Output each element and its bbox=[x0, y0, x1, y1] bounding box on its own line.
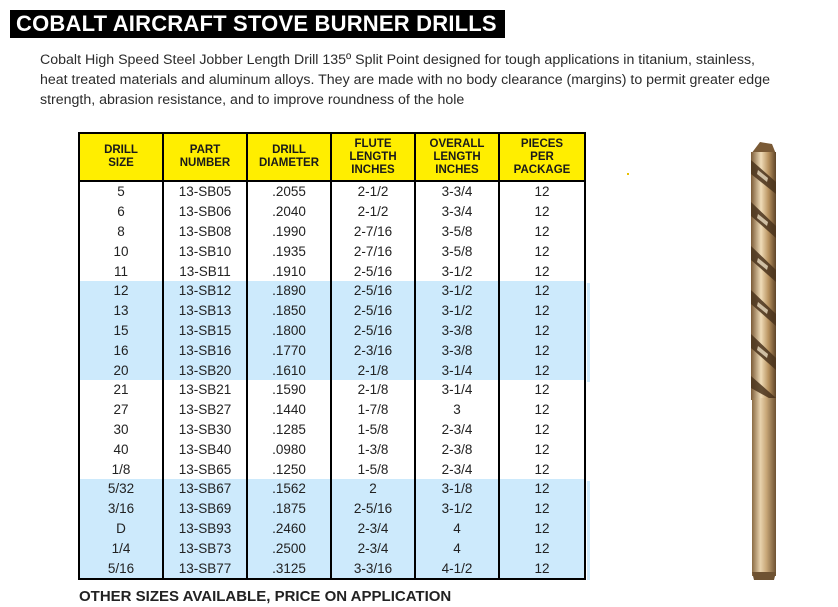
table-cell: 2-1/2 bbox=[331, 202, 415, 222]
table-cell: 13 bbox=[79, 301, 163, 321]
table-cell: 2-1/8 bbox=[331, 380, 415, 400]
table-cell: 2-5/16 bbox=[331, 301, 415, 321]
table-cell: 2-1/2 bbox=[331, 181, 415, 202]
table-cell: 1-3/8 bbox=[331, 439, 415, 459]
table-cell: 3-1/4 bbox=[415, 380, 499, 400]
table-header-row bbox=[79, 133, 585, 181]
table-cell: 3-3/8 bbox=[415, 340, 499, 360]
table-cell: 12 bbox=[499, 400, 585, 420]
table-row bbox=[79, 439, 585, 459]
drill-spec-table bbox=[78, 132, 586, 580]
table-cell: 13-SB67 bbox=[163, 479, 247, 499]
table-cell: 3-3/4 bbox=[415, 202, 499, 222]
table-cell: 13-SB10 bbox=[163, 241, 247, 261]
table-row bbox=[79, 321, 585, 341]
table-cell: 3-1/2 bbox=[415, 301, 499, 321]
table-row bbox=[79, 360, 585, 380]
table-cell: 5 bbox=[79, 181, 163, 202]
highlight-band-edge bbox=[587, 283, 590, 382]
table-cell: 13-SB27 bbox=[163, 400, 247, 420]
table-cell: 3-5/8 bbox=[415, 241, 499, 261]
table-cell: .0980 bbox=[247, 439, 331, 459]
table-cell: .2460 bbox=[247, 519, 331, 539]
table-cell: 13-SB20 bbox=[163, 360, 247, 380]
table-cell: 15 bbox=[79, 321, 163, 341]
table-cell: 13-SB73 bbox=[163, 538, 247, 558]
column-header-line: PART bbox=[189, 144, 221, 156]
column-header-line: PACKAGE bbox=[513, 163, 571, 176]
table-cell: 13-SB40 bbox=[163, 439, 247, 459]
table-cell: 12 bbox=[499, 519, 585, 539]
table-cell: 10 bbox=[79, 241, 163, 261]
table-cell: 12 bbox=[499, 479, 585, 499]
table-row bbox=[79, 400, 585, 420]
table-cell: 12 bbox=[499, 241, 585, 261]
column-header-line: PER bbox=[530, 150, 554, 163]
table-cell: 5/32 bbox=[79, 479, 163, 499]
table-cell: 12 bbox=[499, 281, 585, 301]
table-cell: .2055 bbox=[247, 181, 331, 202]
table-cell: 1-5/8 bbox=[331, 420, 415, 440]
table-cell: .1440 bbox=[247, 400, 331, 420]
table-row bbox=[79, 538, 585, 558]
table-cell: 27 bbox=[79, 400, 163, 420]
table-row bbox=[79, 340, 585, 360]
table-cell: 2-7/16 bbox=[331, 222, 415, 242]
table-cell: D bbox=[79, 519, 163, 539]
column-header-line: FLUTE bbox=[354, 137, 392, 150]
table-cell: 12 bbox=[499, 360, 585, 380]
table-row bbox=[79, 241, 585, 261]
highlight-band-edge bbox=[587, 481, 590, 580]
table-row bbox=[79, 202, 585, 222]
table-cell: 13-SB30 bbox=[163, 420, 247, 440]
table-row bbox=[79, 499, 585, 519]
table-cell: 11 bbox=[79, 261, 163, 281]
table-cell: .3125 bbox=[247, 558, 331, 579]
description-line: Cobalt High Speed Steel Jobber Length Drill 135º Split Point designed for tough applications in titanium, stainless, bbox=[40, 52, 755, 68]
table-cell: 1/4 bbox=[79, 538, 163, 558]
table-row bbox=[79, 558, 585, 579]
table-cell: 2 bbox=[331, 479, 415, 499]
table-row bbox=[79, 181, 585, 202]
table-cell: 13-SB13 bbox=[163, 301, 247, 321]
table-cell: 3-1/2 bbox=[415, 499, 499, 519]
table-cell: .1562 bbox=[247, 479, 331, 499]
table-cell: 2-5/16 bbox=[331, 261, 415, 281]
table-cell: 2-3/4 bbox=[331, 538, 415, 558]
table-cell: 12 bbox=[499, 321, 585, 341]
table-cell: 12 bbox=[499, 420, 585, 440]
table-cell: 2-3/8 bbox=[415, 439, 499, 459]
table-row bbox=[79, 420, 585, 440]
table-cell: .1990 bbox=[247, 222, 331, 242]
table-row bbox=[79, 519, 585, 539]
column-header bbox=[247, 133, 331, 181]
table-cell: 12 bbox=[79, 281, 163, 301]
table-cell: 2-5/16 bbox=[331, 321, 415, 341]
table-row bbox=[79, 261, 585, 281]
table-cell: 13-SB16 bbox=[163, 340, 247, 360]
description-line: strength, abrasion resistance, and to improve roundness of the hole bbox=[40, 92, 465, 108]
table-cell: 1-7/8 bbox=[331, 400, 415, 420]
table-cell: .1910 bbox=[247, 261, 331, 281]
column-header bbox=[79, 133, 163, 181]
table-cell: 1-5/8 bbox=[331, 459, 415, 479]
table-cell: 3-1/2 bbox=[415, 281, 499, 301]
table-cell: 13-SB11 bbox=[163, 261, 247, 281]
table-cell: 2-3/4 bbox=[415, 459, 499, 479]
column-header bbox=[331, 133, 415, 181]
table-cell: .1590 bbox=[247, 380, 331, 400]
table-cell: 3-3/8 bbox=[415, 321, 499, 341]
footer-note: OTHER SIZES AVAILABLE, PRICE ON APPLICATION bbox=[79, 588, 452, 605]
table-cell: .2500 bbox=[247, 538, 331, 558]
table-row bbox=[79, 479, 585, 499]
table-cell: 3-3/4 bbox=[415, 181, 499, 202]
table-cell: 3/16 bbox=[79, 499, 163, 519]
column-header-line: DRILL bbox=[272, 144, 306, 156]
table-cell: .1890 bbox=[247, 281, 331, 301]
table-row bbox=[79, 222, 585, 242]
table-cell: 13-SB08 bbox=[163, 222, 247, 242]
table-cell: 3-1/8 bbox=[415, 479, 499, 499]
table-cell: 4-1/2 bbox=[415, 558, 499, 579]
table-row bbox=[79, 281, 585, 301]
table-cell: 12 bbox=[499, 380, 585, 400]
table-cell: 13-SB69 bbox=[163, 499, 247, 519]
table-cell: 13-SB15 bbox=[163, 321, 247, 341]
column-header-line: NUMBER bbox=[179, 157, 231, 169]
column-header bbox=[499, 133, 585, 181]
table-cell: 3-1/4 bbox=[415, 360, 499, 380]
table-cell: 4 bbox=[415, 538, 499, 558]
table-cell: 2-7/16 bbox=[331, 241, 415, 261]
table-cell: 20 bbox=[79, 360, 163, 380]
table-cell: 12 bbox=[499, 558, 585, 579]
table-cell: .1610 bbox=[247, 360, 331, 380]
table-cell: .1285 bbox=[247, 420, 331, 440]
description-line: heat treated materials and aluminum alloys. They are made with no body clearance (margins) to permit greater edge bbox=[40, 72, 770, 88]
table-cell: 12 bbox=[499, 222, 585, 242]
table-cell: 12 bbox=[499, 261, 585, 281]
decorative-dot bbox=[627, 173, 629, 175]
table-cell: .1800 bbox=[247, 321, 331, 341]
page-title: COBALT AIRCRAFT STOVE BURNER DRILLS bbox=[10, 10, 505, 38]
table-cell: 2-3/4 bbox=[331, 519, 415, 539]
table-row bbox=[79, 380, 585, 400]
table-cell: 2-5/16 bbox=[331, 499, 415, 519]
table-cell: 8 bbox=[79, 222, 163, 242]
table-cell: 13-SB21 bbox=[163, 380, 247, 400]
table-cell: 1/8 bbox=[79, 459, 163, 479]
column-header bbox=[163, 133, 247, 181]
table-cell: 16 bbox=[79, 340, 163, 360]
table-cell: 2-1/8 bbox=[331, 360, 415, 380]
column-header-line: LENGTH bbox=[433, 150, 481, 163]
product-description bbox=[40, 50, 838, 110]
column-header-line: PIECES bbox=[520, 137, 564, 150]
table-cell: 5/16 bbox=[79, 558, 163, 579]
table-cell: 12 bbox=[499, 499, 585, 519]
table-cell: .1935 bbox=[247, 241, 331, 261]
column-header-line: DIAMETER bbox=[258, 157, 320, 169]
table-cell: 3-5/8 bbox=[415, 222, 499, 242]
table-cell: 4 bbox=[415, 519, 499, 539]
table-cell: 3 bbox=[415, 400, 499, 420]
table-cell: 12 bbox=[499, 181, 585, 202]
table-cell: 30 bbox=[79, 420, 163, 440]
column-header-line: DRILL bbox=[104, 144, 138, 156]
table-row bbox=[79, 301, 585, 321]
column-header-line: LENGTH bbox=[349, 150, 397, 163]
table-cell: 12 bbox=[499, 459, 585, 479]
table-cell: 13-SB12 bbox=[163, 281, 247, 301]
table-cell: .1850 bbox=[247, 301, 331, 321]
column-header-line: INCHES bbox=[351, 163, 395, 176]
table-cell: 12 bbox=[499, 202, 585, 222]
table-cell: 21 bbox=[79, 380, 163, 400]
drill-bit-icon bbox=[738, 140, 788, 585]
table-row bbox=[79, 459, 585, 479]
table-cell: 13-SB65 bbox=[163, 459, 247, 479]
table-body bbox=[79, 181, 585, 579]
table-cell: 13-SB93 bbox=[163, 519, 247, 539]
table-cell: 40 bbox=[79, 439, 163, 459]
table-cell: .1770 bbox=[247, 340, 331, 360]
column-header-line: INCHES bbox=[435, 163, 479, 176]
table-cell: 13-SB06 bbox=[163, 202, 247, 222]
table-cell: .1875 bbox=[247, 499, 331, 519]
table-cell: 12 bbox=[499, 439, 585, 459]
table-cell: 13-SB05 bbox=[163, 181, 247, 202]
column-header-line: OVERALL bbox=[429, 137, 485, 150]
table-cell: 3-1/2 bbox=[415, 261, 499, 281]
table-cell: 3-3/16 bbox=[331, 558, 415, 579]
table-cell: 2-3/16 bbox=[331, 340, 415, 360]
table-cell: .1250 bbox=[247, 459, 331, 479]
table-cell: 2-5/16 bbox=[331, 281, 415, 301]
column-header-line: SIZE bbox=[108, 157, 134, 169]
table-cell: 12 bbox=[499, 538, 585, 558]
table-cell: 2-3/4 bbox=[415, 420, 499, 440]
column-header bbox=[415, 133, 499, 181]
table-cell: 13-SB77 bbox=[163, 558, 247, 579]
table-cell: .2040 bbox=[247, 202, 331, 222]
table-cell: 12 bbox=[499, 301, 585, 321]
table-cell: 12 bbox=[499, 340, 585, 360]
table-cell: 6 bbox=[79, 202, 163, 222]
